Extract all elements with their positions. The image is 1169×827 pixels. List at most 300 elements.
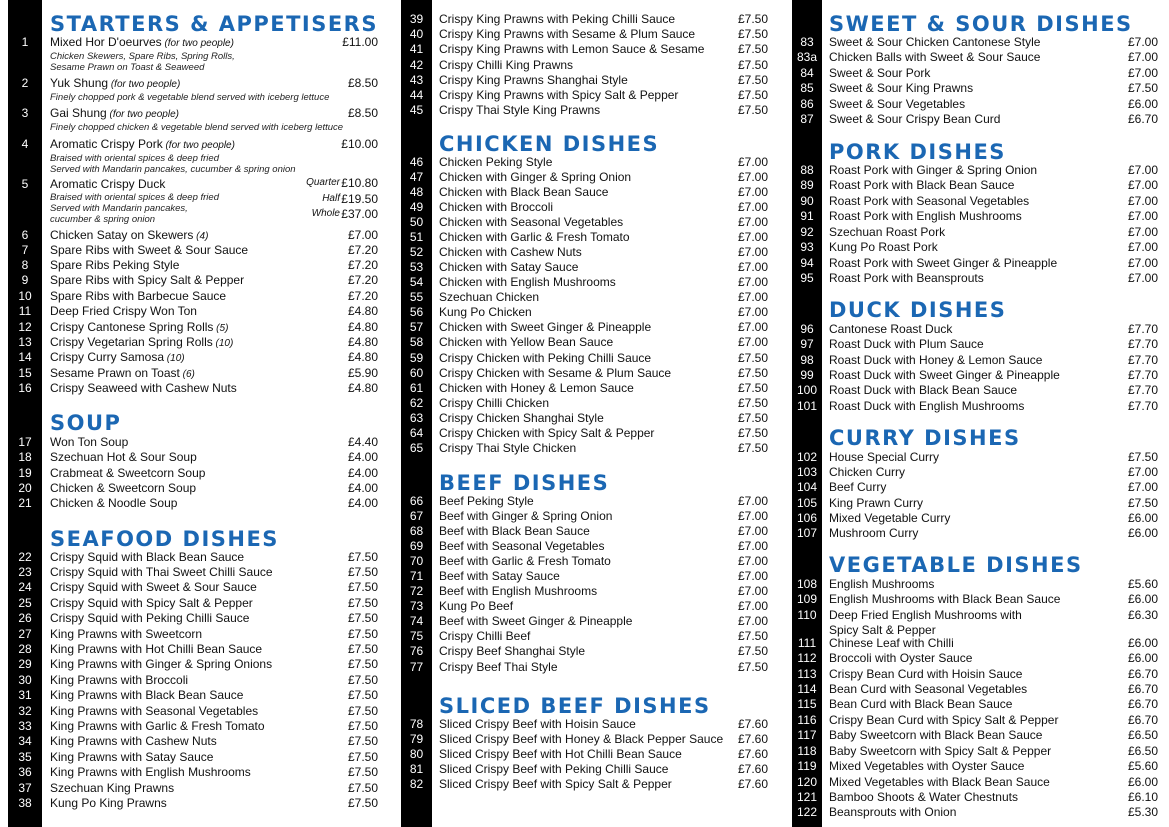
menu-item [439,554,611,569]
item-number: 31 [18,688,32,702]
menu-item-description: Finely chopped pork & vegetable blend served with iceberg lettuce [50,92,330,103]
menu-item [829,577,934,592]
menu-item-name: Baby Sweetcorn with Spicy Salt & Pepper [829,744,1052,758]
item-number: 111 [797,636,817,650]
menu-item [439,27,695,42]
menu-item-name: Beef with Seasonal Vegetables [439,539,605,553]
menu-item [439,569,560,584]
menu-item-name: Szechuan Hot & Sour Soup [50,450,197,464]
item-number: 78 [409,717,424,731]
item-price: £7.00 [1127,66,1158,80]
item-number: 29 [18,657,32,671]
item-number: 51 [409,230,424,244]
menu-item-description: Braised with oriental spices & deep fried [50,192,219,203]
item-price: £6.50 [1127,744,1158,758]
item-price: £7.00 [737,494,768,508]
menu-item-name: Mushroom Curry [829,526,919,540]
menu-item [50,35,235,73]
item-number: 96 [800,322,814,336]
item-price: £7.60 [737,732,768,746]
item-number: 120 [796,775,818,789]
item-number: 69 [409,539,424,553]
item-number: 66 [409,494,424,508]
menu-item-note: (5) [213,323,229,334]
menu-item [50,435,128,450]
item-number: 19 [18,466,32,480]
menu-item [439,660,558,675]
menu-item-name: Beef with Satay Sauce [439,569,560,583]
item-price: £7.50 [737,27,768,41]
item-price: £7.20 [347,243,378,257]
menu-item-name: Crispy Squid with Peking Chilli Sauce [50,611,250,625]
menu-item [50,673,188,688]
menu-item [439,260,578,275]
item-price: £7.50 [737,660,768,674]
item-number: 76 [409,644,424,658]
menu-item-name: Mixed Vegetables with Oyster Sauce [829,759,1025,773]
item-price: £7.00 [737,539,768,553]
menu-item [439,644,585,659]
item-number: 94 [800,256,814,270]
menu-item [439,539,604,554]
menu-item-name: Crispy Squid with Sweet & Sour Sauce [50,580,257,594]
menu-item [439,441,576,456]
menu-item [50,688,243,703]
item-number: 39 [409,12,424,26]
item-number: 49 [409,200,424,214]
item-price: £7.00 [737,275,768,289]
menu-item-name: Crispy Chicken with Sesame & Plum Sauce [439,366,672,380]
item-number: 107 [796,526,818,540]
menu-item-name: Kung Po King Prawns [50,796,167,810]
menu-item-name: Roast Duck with Black Bean Sauce [829,383,1018,397]
item-price: £4.00 [347,481,378,495]
menu-item [439,381,634,396]
item-price: £7.00 [737,614,768,628]
menu-item-description: cucumber & spring onion [50,214,156,225]
menu-item-name: King Prawns with Broccoli [50,673,189,687]
section-heading: SWEET & SOUR DISHES [829,12,1133,36]
menu-item [50,320,228,336]
menu-item-description: Braised with oriental spices & deep fried [50,153,219,164]
menu-item-name: Kung Po Chicken [439,305,532,319]
item-price: £7.00 [1127,50,1158,64]
item-number: 52 [409,245,424,259]
item-number: 47 [409,170,424,184]
item-price: £7.50 [347,565,378,579]
portion-label: Half [322,193,340,204]
menu-item-name: Crispy Squid with Thai Sweet Chilli Sauce [50,565,273,579]
menu-item [50,381,237,396]
menu-item-name: Chicken with Black Bean Sauce [439,185,609,199]
menu-item [829,81,973,96]
item-number: 16 [18,381,32,395]
menu-item-name: Chinese Leaf with Chilli [829,636,954,650]
menu-item-name: Spare Ribs with Sweet & Sour Sauce [50,243,249,257]
item-number: 97 [800,337,814,351]
item-price: £4.80 [347,335,378,349]
item-price: £7.60 [737,762,768,776]
menu-item-name: Roast Duck with Sweet Ginger & Pineapple [829,368,1060,382]
menu-item [439,215,623,230]
menu-item-name: Sliced Crispy Beef with Spicy Salt & Pepper [439,777,672,791]
menu-item [439,629,530,644]
menu-item-name: Spare Ribs with Spicy Salt & Pepper [50,273,245,287]
menu-item [439,584,597,599]
item-price: £7.50 [347,550,378,564]
menu-item-name: King Prawns with English Mushrooms [50,765,251,779]
menu-item-note: (for two people) [108,79,181,90]
menu-item [439,12,675,27]
menu-item [829,697,1012,712]
menu-item [439,396,549,411]
menu-item-name: Crispy Squid with Black Bean Sauce [50,550,245,564]
menu-item [50,481,196,496]
item-price: £7.50 [737,12,768,26]
menu-item [439,351,651,366]
menu-item-name: Sweet & Sour King Prawns [829,81,974,95]
item-number: 77 [409,660,424,674]
menu-item [50,366,195,382]
item-number: 117 [797,728,817,742]
portion-label: Quarter [306,177,340,188]
item-price: £7.00 [737,584,768,598]
menu-item [829,50,1040,65]
menu-item-name: Crispy Cantonese Spring Rolls [50,320,214,334]
menu-item-name: Crispy Seaweed with Cashew Nuts [50,381,237,395]
item-price: £8.50 [347,76,378,90]
menu-item [50,335,233,351]
menu-item-name: Crispy Chilli Chicken [439,396,550,410]
item-number: 23 [18,565,32,579]
portion-label: Whole [311,208,340,219]
menu-item-name: Beef with Garlic & Fresh Tomato [439,554,611,568]
item-price: £7.00 [737,305,768,319]
menu-item [439,366,671,381]
menu-item-name: Beef with Black Bean Sauce [439,524,590,538]
item-number: 90 [800,194,814,208]
menu-item [439,88,678,103]
item-price: £7.00 [737,260,768,274]
menu-item [439,42,704,57]
menu-item-description: Chicken Skewers, Spare Ribs, Spring Rolls, [50,51,235,62]
menu-item-name: Beef Peking Style [439,494,534,508]
menu-item [829,225,945,240]
item-price: £4.80 [347,320,378,334]
menu-item-name: Sesame Prawn on Toast [50,366,180,380]
section-heading: DUCK DISHES [829,298,1007,322]
menu-item-name: Beef with Ginger & Spring Onion [439,509,613,523]
menu-item [50,580,257,595]
menu-item-name: Crabmeat & Sweetcorn Soup [50,466,206,480]
item-number: 114 [797,682,817,696]
item-price: £7.50 [737,58,768,72]
item-price: £7.70 [1127,368,1158,382]
item-number: 11 [18,304,32,318]
menu-item [439,320,651,335]
menu-item-name: King Prawns with Sweetcorn [50,627,203,641]
item-price: £6.00 [1127,636,1158,650]
item-number: 53 [409,260,424,274]
item-price: £4.00 [347,450,378,464]
menu-item-name: Szechuan Chicken [439,290,540,304]
menu-item-name: Chicken with Sweet Ginger & Pineapple [439,320,652,334]
menu-item [50,642,262,657]
item-number: 40 [409,27,424,41]
menu-item [829,480,886,495]
menu-item [439,524,590,539]
menu-item-description: Served with Mandarin pancakes, [50,203,188,214]
menu-item [829,759,1024,774]
menu-item [50,273,244,288]
menu-item-name: Gai Shung [50,106,107,120]
menu-item [50,289,226,304]
item-number: 101 [796,399,818,413]
menu-item [829,178,1014,193]
item-price: £6.00 [1127,592,1158,606]
item-number: 28 [18,642,32,656]
item-number: 2 [21,76,29,90]
menu-item [439,290,539,305]
item-number: 103 [796,465,818,479]
item-number: 38 [18,796,32,810]
item-number: 82 [409,777,424,791]
item-number: 56 [409,305,424,319]
menu-item-name: Spare Ribs with Barbecue Sauce [50,289,227,303]
item-number: 58 [409,335,424,349]
item-price: £7.50 [347,596,378,610]
item-number: 87 [800,112,814,126]
item-number: 45 [409,103,424,117]
item-price: £7.00 [737,599,768,613]
menu-item [439,614,632,629]
item-number: 118 [797,744,817,758]
menu-item-name: Won Ton Soup [50,435,129,449]
menu-item [829,592,1060,607]
menu-item-name: Yuk Shung [50,76,109,90]
menu-item [829,775,1050,790]
item-number: 55 [409,290,424,304]
menu-item [829,256,1057,271]
menu-item-description: Served with Mandarin pancakes, cucumber & spring onion [50,164,296,175]
menu-item [50,496,177,511]
menu-item-name: Crispy Bean Curd with Hoisin Sauce [829,667,1023,681]
item-price: £8.50 [347,106,378,120]
menu-item-name: Baby Sweetcorn with Black Bean Sauce [829,728,1043,742]
item-number: 22 [18,550,32,564]
item-price: £7.00 [737,155,768,169]
menu-item [829,526,918,541]
item-price: £7.00 [737,230,768,244]
menu-item [439,185,608,200]
menu-item [50,450,197,465]
item-price: £4.40 [347,435,378,449]
item-number: 4 [21,137,29,151]
item-number: 50 [409,215,424,229]
item-price: £6.70 [1127,667,1158,681]
item-price: £6.00 [1127,651,1158,665]
item-price: £10.80 [341,176,378,190]
item-number: 83 [800,35,814,49]
item-price: £7.00 [737,524,768,538]
menu-item [829,240,938,255]
item-number: 98 [800,353,814,367]
item-price: £7.00 [1127,465,1158,479]
item-price: £5.30 [1127,805,1158,819]
item-number: 62 [409,396,424,410]
item-price: £7.20 [347,273,378,287]
item-number: 10 [18,289,32,303]
item-number: 46 [409,155,424,169]
item-number: 42 [409,58,424,72]
item-price: £19.50 [341,192,378,206]
item-number: 1 [21,35,29,49]
item-number: 65 [409,441,424,455]
item-number: 33 [18,719,32,733]
item-number: 54 [409,275,424,289]
item-number: 43 [409,73,424,87]
menu-item [829,790,1018,805]
menu-item [50,596,253,611]
item-price: £7.50 [1127,81,1158,95]
menu-item-name: Bean Curd with Seasonal Vegetables [829,682,1028,696]
menu-item [439,73,628,88]
menu-item [829,496,923,511]
item-price: £7.50 [347,704,378,718]
menu-item-name: Roast Pork with English Mushrooms [829,209,1022,223]
item-price: £7.50 [737,426,768,440]
item-number: 36 [18,765,32,779]
menu-item-name: Crispy Vegetarian Spring Rolls [50,335,213,349]
menu-item [829,728,1042,743]
item-number: 83a [796,50,818,64]
menu-item [439,717,636,732]
menu-item-name: Chicken with Yellow Bean Sauce [439,335,614,349]
menu-item-name: Szechuan Roast Pork [829,225,946,239]
menu-item-name: Crispy Chicken Shanghai Style [439,411,604,425]
menu-item-name: Crispy Beef Thai Style [439,660,558,674]
item-price: £7.00 [737,245,768,259]
item-number: 12 [18,320,32,334]
item-number: 68 [409,524,424,538]
menu-item [829,35,1040,50]
item-price: £7.50 [347,611,378,625]
menu-item [439,335,613,350]
menu-item-name: Deep Fried English Mushrooms with [829,608,1022,622]
item-price: £7.50 [347,765,378,779]
menu-item [829,337,984,352]
menu-item [50,258,179,273]
item-price: £4.00 [347,496,378,510]
item-price: £7.00 [1127,194,1158,208]
item-number: 71 [409,569,424,583]
menu-item [439,155,552,170]
menu-item [829,112,1000,127]
item-number: 110 [797,608,817,622]
item-price: £7.60 [737,777,768,791]
item-price: £7.00 [737,335,768,349]
item-price: £7.70 [1127,399,1158,413]
menu-item [50,76,329,103]
menu-item-note: (10) [212,338,234,349]
item-number: 30 [18,673,32,687]
item-number: 41 [409,42,424,56]
menu-item-name: House Special Curry [829,450,940,464]
item-number: 74 [409,614,424,628]
item-number: 121 [796,790,818,804]
section-heading: PORK DISHES [829,140,1006,164]
item-number: 25 [18,596,32,610]
menu-item [829,209,1022,224]
menu-item [439,230,630,245]
menu-item-name: King Prawns with Satay Sauce [50,750,214,764]
menu-item-name: Szechuan King Prawns [50,781,175,795]
item-number: 122 [796,805,818,819]
item-number: 48 [409,185,424,199]
item-number: 59 [409,351,424,365]
item-price: £7.00 [1127,163,1158,177]
menu-item [50,466,205,481]
item-number: 104 [796,480,818,494]
menu-item-name: Chicken Balls with Sweet & Sour Sauce [829,50,1041,64]
item-price: £7.50 [1127,450,1158,464]
menu-item-name: Mixed Vegetable Curry [829,511,951,525]
item-number: 3 [21,106,29,120]
menu-item-name: Roast Pork with Black Bean Sauce [829,178,1015,192]
menu-item [829,368,1060,383]
menu-item-description: Finely chopped chicken & vegetable blend served with iceberg lettuce [50,122,344,133]
menu-item [50,106,343,133]
menu-item [50,750,213,765]
item-price: £7.60 [737,747,768,761]
menu-item-name: Crispy Thai Style Chicken [439,441,577,455]
item-number: 99 [800,368,814,382]
menu-item [50,704,258,719]
menu-item-note: (for two people) [161,38,234,49]
menu-item [50,734,217,749]
item-number: 112 [797,651,817,665]
menu-item [50,137,296,175]
item-number: 86 [800,97,814,111]
menu-item-name: Crispy King Prawns with Spicy Salt & Pepper [439,88,679,102]
menu-item [829,608,1022,638]
item-price: £7.50 [347,673,378,687]
item-number: 14 [18,350,32,364]
item-price: £4.00 [347,466,378,480]
item-number: 6 [21,228,29,242]
menu-item [439,170,631,185]
menu-item [50,565,273,580]
item-price: £6.00 [1127,526,1158,540]
menu-item-note: (for two people) [106,109,179,120]
menu-item [439,762,668,777]
menu-item-name: Chicken Satay on Skewers [50,228,194,242]
menu-item-name: Beansprouts with Onion [829,805,957,819]
menu-item [439,275,616,290]
item-price: £6.30 [1127,608,1158,622]
menu-item [50,719,265,734]
item-number: 92 [800,225,814,239]
item-price: £6.70 [1127,713,1158,727]
menu-item-name: Mixed Vegetables with Black Bean Sauce [829,775,1050,789]
menu-item [439,509,612,524]
item-price: £11.00 [342,35,378,49]
menu-item-name: Chicken with Ginger & Spring Onion [439,170,632,184]
menu-item-name: Sweet & Sour Pork [829,66,931,80]
menu-item [50,611,249,626]
menu-item [439,426,654,441]
item-number: 119 [797,759,817,773]
